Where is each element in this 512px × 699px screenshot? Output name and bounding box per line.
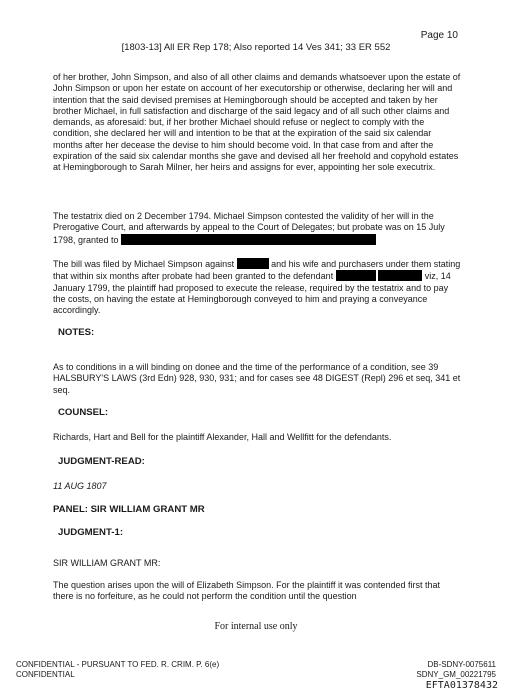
panel-line: PANEL: SIR WILLIAM GRANT MR: [53, 504, 205, 515]
judge-name: SIR WILLIAM GRANT MR:: [53, 558, 161, 568]
redaction-box: [378, 270, 422, 281]
bates-number: DB-SDNY-0075611: [427, 660, 496, 669]
redaction-box: [121, 234, 376, 245]
paragraph-text: The bill was filed by Michael Simpson against: [53, 259, 235, 269]
counsel-text: Richards, Hart and Bell for the plaintiff Alexander, Hall and Wellfitt for the defendants.: [53, 432, 392, 442]
confidential-footer: [16, 660, 219, 680]
judgment-text: The question arises upon the will of Elizabeth Simpson. For the plaintiff it was contended first that there is no forfeiture, as he could not perform the condition until the question: [53, 580, 441, 602]
redaction-box: [336, 270, 376, 281]
confidential-line: CONFIDENTIAL: [16, 670, 75, 679]
paragraph-text: and his wife and purchasers under them stating that within six months after probate had been granted to the defendant: [53, 259, 461, 282]
efta-number: EFTA01378432: [425, 680, 498, 691]
paragraph-text: viz, 14 January 1799, the plaintiff had proposed to execute the release, required by the testatrix and to pay the costs, on having the estate at Hemingborough conveyed to him and praying a conveyance accordingly.: [53, 271, 451, 316]
judgment-date: 11 AUG 1807: [53, 481, 107, 491]
page-number: Page 10: [420, 30, 458, 41]
notes-text: As to conditions in a will binding on donee and the time of the performance of a condition, see 39 HALSBURY'S LAWS (3rd Edn) 928, 930, 931; and for cases see 48 DIGEST (Repl) 296 et seq, 341 et seq.: [53, 362, 461, 395]
paragraph-text: The testatrix died on 2 December 1794. Michael Simpson contested the validity of her will in the Prerogative Court, and afterwards by appeal to the Court of Delegates; but probate was on 15 July 1798, granted to: [53, 211, 445, 245]
paragraph-will-terms: of her brother, John Simpson, and also of all other claims and demands whatsoever upon the estate of John Simpson or upon her estate on account of her executorship or otherwise, declaring her will and intention that the said devised premises at Hemingborough should be accepted and taken by her brother Michael, in full satisfaction and discharge of the said legacy and of all such other claims and demands, as aforesaid: but, if her brother Michael should refuse or neglect to comply with the condition, she declared her will and intention to be that at the expiration of the said six calendar months after her decease the devise to him should become void. In that case from and after the expiration of the said six calendar months she gave and devised all her freehold and copyhold estates at Hemingborough to Sarah Milner, her heirs and assigns for ever, appointing her sole executrix.: [53, 72, 461, 173]
judgment-1-heading: JUDGMENT-1:: [58, 527, 124, 538]
bates-number: SDNY_GM_00221795: [416, 670, 496, 679]
paragraph-testatrix-death: [53, 211, 461, 246]
case-citation: [1803-13] All ER Rep 178; Also reported 14 Ves 341; 33 ER 552: [121, 42, 391, 53]
confidential-line: CONFIDENTIAL - PURSUANT TO FED. R. CRIM. P. 6(e): [16, 660, 220, 669]
judgment-read-heading: JUDGMENT-READ:: [58, 456, 145, 467]
internal-use-notice: For internal use only: [214, 621, 298, 632]
bates-numbers: [416, 660, 496, 680]
redaction-box: [237, 258, 269, 269]
notes-heading: NOTES:: [58, 327, 95, 338]
paragraph-bill-filed: [53, 258, 461, 316]
counsel-heading: COUNSEL:: [58, 407, 109, 418]
